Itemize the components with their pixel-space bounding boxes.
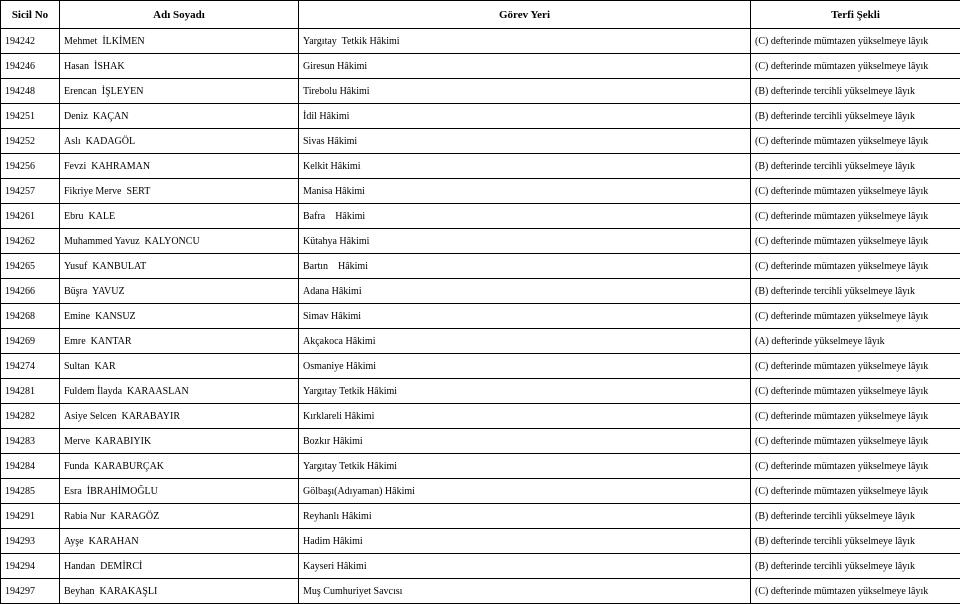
cell-sicil-no: 194291: [1, 504, 60, 529]
cell-sicil-no: 194266: [1, 279, 60, 304]
cell-gorev-yeri: Kırklareli Hâkimi: [299, 404, 751, 429]
cell-adi-soyadi: Esra İBRAHİMOĞLU: [60, 479, 299, 504]
cell-terfi-sekli: (C) defterinde mümtazen yükselmeye lâyık: [751, 379, 960, 404]
cell-adi-soyadi: Fevzi KAHRAMAN: [60, 154, 299, 179]
cell-gorev-yeri: Kayseri Hâkimi: [299, 554, 751, 579]
table-row: [1, 179, 960, 204]
cell-gorev-yeri: Adana Hâkimi: [299, 279, 751, 304]
cell-adi-soyadi: Aslı KADAGÖL: [60, 129, 299, 154]
cell-adi-soyadi: Mehmet İLKİMEN: [60, 29, 299, 54]
cell-terfi-sekli: (B) defterinde tercihli yükselmeye lâyık: [751, 554, 960, 579]
table-row: [1, 54, 960, 79]
cell-adi-soyadi: Fuldem İlayda KARAASLAN: [60, 379, 299, 404]
cell-sicil-no: 194265: [1, 254, 60, 279]
cell-gorev-yeri: Sivas Hâkimi: [299, 129, 751, 154]
cell-sicil-no: 194261: [1, 204, 60, 229]
table-row: [1, 504, 960, 529]
cell-terfi-sekli: (B) defterinde tercihli yükselmeye lâyık: [751, 79, 960, 104]
cell-adi-soyadi: Asiye Selcen KARABAYIR: [60, 404, 299, 429]
cell-terfi-sekli: (C) defterinde mümtazen yükselmeye lâyık: [751, 204, 960, 229]
cell-adi-soyadi: Deniz KAÇAN: [60, 104, 299, 129]
table-row: [1, 479, 960, 504]
cell-terfi-sekli: (B) defterinde tercihli yükselmeye lâyık: [751, 504, 960, 529]
cell-terfi-sekli: (C) defterinde mümtazen yükselmeye lâyık: [751, 304, 960, 329]
cell-terfi-sekli: (C) defterinde mümtazen yükselmeye lâyık: [751, 254, 960, 279]
cell-terfi-sekli: (C) defterinde mümtazen yükselmeye lâyık: [751, 479, 960, 504]
cell-adi-soyadi: Rabia Nur KARAGÖZ: [60, 504, 299, 529]
table-row: [1, 79, 960, 104]
cell-terfi-sekli: (B) defterinde tercihli yükselmeye lâyık: [751, 154, 960, 179]
cell-gorev-yeri: Kütahya Hâkimi: [299, 229, 751, 254]
cell-gorev-yeri: Kelkit Hâkimi: [299, 154, 751, 179]
cell-gorev-yeri: Akçakoca Hâkimi: [299, 329, 751, 354]
header-sicil-no: Sicil No: [1, 1, 60, 29]
cell-terfi-sekli: (C) defterinde mümtazen yükselmeye lâyık: [751, 454, 960, 479]
table-row: [1, 154, 960, 179]
cell-sicil-no: 194252: [1, 129, 60, 154]
cell-sicil-no: 194274: [1, 354, 60, 379]
cell-sicil-no: 194283: [1, 429, 60, 454]
cell-gorev-yeri: Giresun Hâkimi: [299, 54, 751, 79]
cell-gorev-yeri: Manisa Hâkimi: [299, 179, 751, 204]
cell-adi-soyadi: Muhammed Yavuz KALYONCU: [60, 229, 299, 254]
cell-gorev-yeri: Tirebolu Hâkimi: [299, 79, 751, 104]
cell-gorev-yeri: Reyhanlı Hâkimi: [299, 504, 751, 529]
table-row: [1, 129, 960, 154]
cell-gorev-yeri: Muş Cumhuriyet Savcısı: [299, 579, 751, 604]
cell-sicil-no: 194284: [1, 454, 60, 479]
table-row: [1, 104, 960, 129]
cell-adi-soyadi: Merve KARABIYIK: [60, 429, 299, 454]
cell-gorev-yeri: Bartın Hâkimi: [299, 254, 751, 279]
cell-sicil-no: 194257: [1, 179, 60, 204]
cell-sicil-no: 194262: [1, 229, 60, 254]
cell-gorev-yeri: Yargıtay Tetkik Hâkimi: [299, 29, 751, 54]
cell-adi-soyadi: Hasan İSHAK: [60, 54, 299, 79]
table-row: [1, 254, 960, 279]
cell-adi-soyadi: Ebru KALE: [60, 204, 299, 229]
cell-gorev-yeri: İdil Hâkimi: [299, 104, 751, 129]
table-row: [1, 304, 960, 329]
cell-terfi-sekli: (C) defterinde mümtazen yükselmeye lâyık: [751, 404, 960, 429]
cell-gorev-yeri: Hadim Hâkimi: [299, 529, 751, 554]
cell-adi-soyadi: Ayşe KARAHAN: [60, 529, 299, 554]
cell-terfi-sekli: (C) defterinde mümtazen yükselmeye lâyık: [751, 29, 960, 54]
cell-adi-soyadi: Yusuf KANBULAT: [60, 254, 299, 279]
cell-adi-soyadi: Handan DEMİRCİ: [60, 554, 299, 579]
cell-terfi-sekli: (C) defterinde mümtazen yükselmeye lâyık: [751, 54, 960, 79]
table-row: [1, 579, 960, 604]
table-row: [1, 429, 960, 454]
cell-sicil-no: 194246: [1, 54, 60, 79]
cell-sicil-no: 194251: [1, 104, 60, 129]
cell-terfi-sekli: (C) defterinde mümtazen yükselmeye lâyık: [751, 229, 960, 254]
cell-sicil-no: 194242: [1, 29, 60, 54]
header-gorev-yeri: Görev Yeri: [299, 1, 751, 29]
table-row: [1, 329, 960, 354]
cell-terfi-sekli: (B) defterinde tercihli yükselmeye lâyık: [751, 279, 960, 304]
cell-adi-soyadi: Sultan KAR: [60, 354, 299, 379]
table-header: [1, 1, 960, 29]
cell-sicil-no: 194282: [1, 404, 60, 429]
cell-terfi-sekli: (B) defterinde tercihli yükselmeye lâyık: [751, 529, 960, 554]
cell-gorev-yeri: Gölbaşı(Adıyaman) Hâkimi: [299, 479, 751, 504]
cell-sicil-no: 194297: [1, 579, 60, 604]
cell-gorev-yeri: Osmaniye Hâkimi: [299, 354, 751, 379]
cell-sicil-no: 194248: [1, 79, 60, 104]
table-row: [1, 29, 960, 54]
cell-terfi-sekli: (B) defterinde tercihli yükselmeye lâyık: [751, 104, 960, 129]
header-row: [1, 1, 960, 29]
table-row: [1, 354, 960, 379]
cell-adi-soyadi: Emine KANSUZ: [60, 304, 299, 329]
cell-adi-soyadi: Büşra YAVUZ: [60, 279, 299, 304]
cell-gorev-yeri: Yargıtay Tetkik Hâkimi: [299, 379, 751, 404]
cell-adi-soyadi: Erencan İŞLEYEN: [60, 79, 299, 104]
cell-sicil-no: 194269: [1, 329, 60, 354]
table-body: [1, 29, 960, 604]
cell-terfi-sekli: (C) defterinde mümtazen yükselmeye lâyık: [751, 129, 960, 154]
cell-sicil-no: 194285: [1, 479, 60, 504]
header-terfi-sekli: Terfi Şekli: [751, 1, 960, 29]
table-row: [1, 404, 960, 429]
cell-terfi-sekli: (A) defterinde yükselmeye lâyık: [751, 329, 960, 354]
cell-terfi-sekli: (C) defterinde mümtazen yükselmeye lâyık: [751, 354, 960, 379]
cell-adi-soyadi: Emre KANTAR: [60, 329, 299, 354]
cell-gorev-yeri: Yargıtay Tetkik Hâkimi: [299, 454, 751, 479]
cell-gorev-yeri: Simav Hâkimi: [299, 304, 751, 329]
header-adi-soyadi: Adı Soyadı: [60, 1, 299, 29]
cell-gorev-yeri: Bafra Hâkimi: [299, 204, 751, 229]
cell-terfi-sekli: (C) defterinde mümtazen yükselmeye lâyık: [751, 179, 960, 204]
cell-terfi-sekli: (C) defterinde mümtazen yükselmeye lâyık: [751, 429, 960, 454]
table-row: [1, 529, 960, 554]
cell-sicil-no: 194293: [1, 529, 60, 554]
cell-sicil-no: 194268: [1, 304, 60, 329]
cell-adi-soyadi: Funda KARABURÇAK: [60, 454, 299, 479]
table-row: [1, 279, 960, 304]
cell-sicil-no: 194256: [1, 154, 60, 179]
table-row: [1, 204, 960, 229]
table-row: [1, 554, 960, 579]
table-row: [1, 379, 960, 404]
cell-sicil-no: 194281: [1, 379, 60, 404]
table-row: [1, 454, 960, 479]
cell-adi-soyadi: Fikriye Merve SERT: [60, 179, 299, 204]
cell-sicil-no: 194294: [1, 554, 60, 579]
cell-adi-soyadi: Beyhan KARAKAŞLI: [60, 579, 299, 604]
table-row: [1, 229, 960, 254]
cell-gorev-yeri: Bozkır Hâkimi: [299, 429, 751, 454]
cell-terfi-sekli: (C) defterinde mümtazen yükselmeye lâyık: [751, 579, 960, 604]
